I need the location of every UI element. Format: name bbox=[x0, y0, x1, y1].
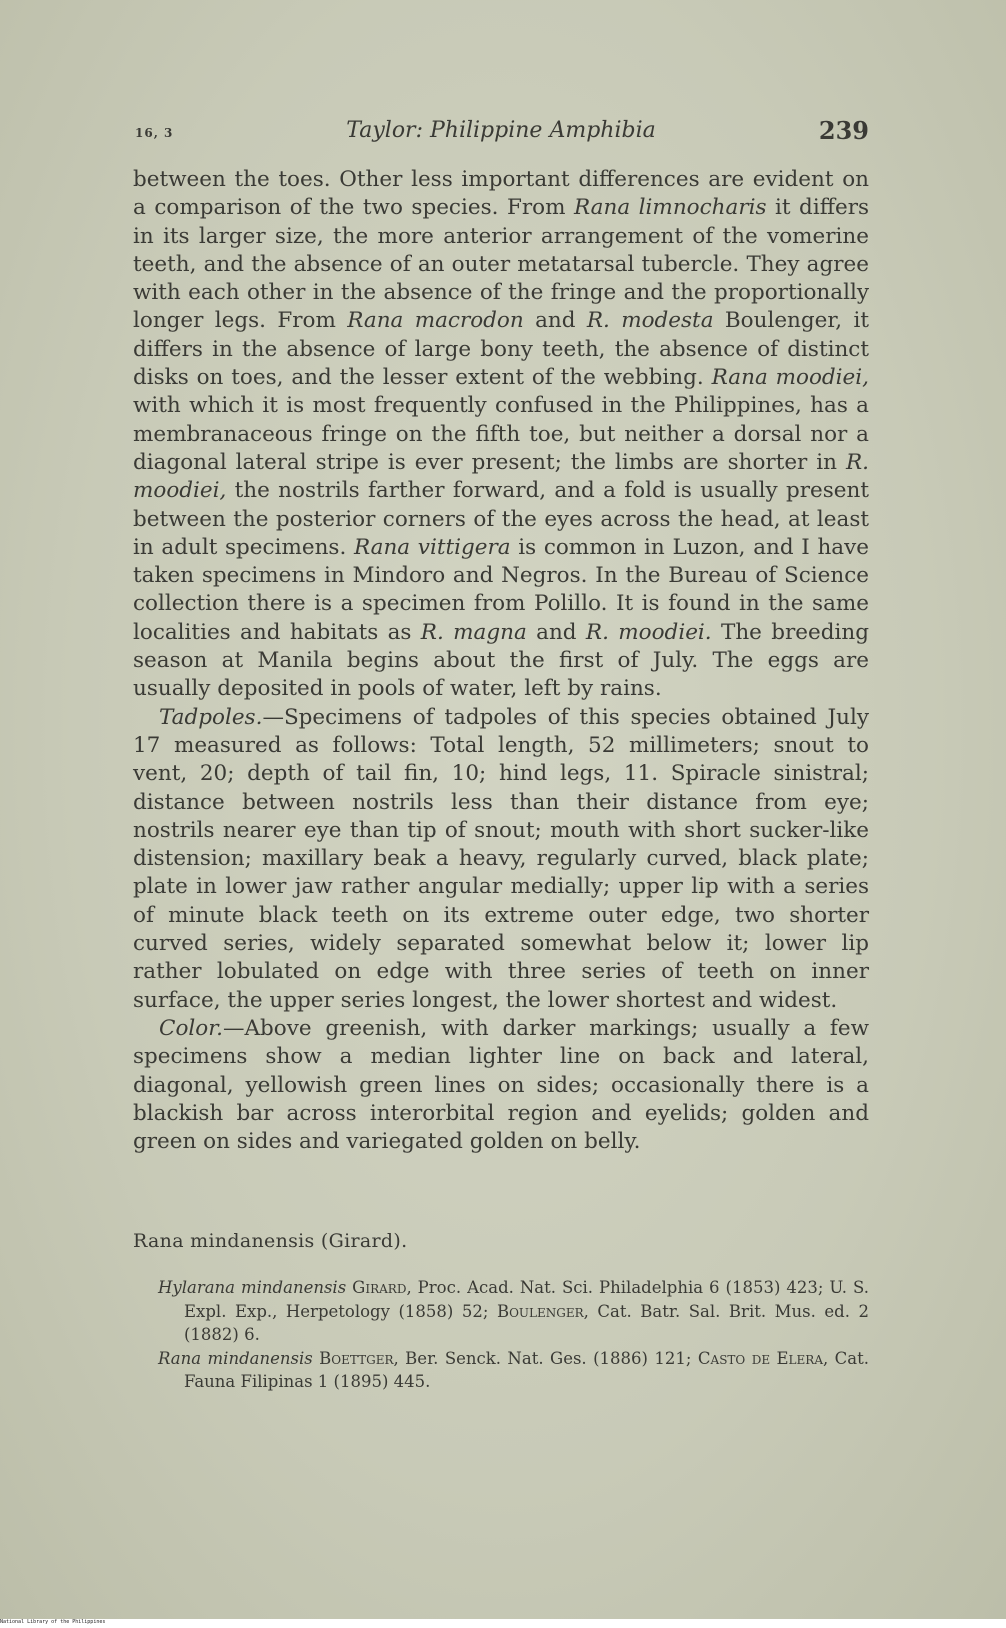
italic-text: R. modesta bbox=[586, 308, 714, 334]
text-run: and bbox=[526, 619, 586, 645]
italic-text: Rana macrodon bbox=[347, 308, 524, 334]
small-caps-text: Girard bbox=[352, 1278, 407, 1297]
italic-text: R. magna bbox=[420, 619, 527, 645]
italic-text: Rana vittigera bbox=[353, 534, 511, 560]
species-heading: Rana mindanensis (Girard). bbox=[133, 1230, 408, 1252]
text-run: Boulenger, it differs in the absence of large bony teeth, the absence of distinct disks on toes, and the lesser extent of the webbing. bbox=[133, 308, 869, 391]
volume-issue: 16, 3 bbox=[135, 126, 174, 140]
paragraph bbox=[133, 704, 869, 1015]
text-run: , Cat. Fauna Filipinas 1 (1895) 445. bbox=[184, 1348, 870, 1391]
synonymy-list bbox=[158, 1276, 869, 1394]
body-text bbox=[133, 166, 869, 1156]
text-run: the nostrils farther forward, and a fold is usually present between the posterior corners of the eyes across the head, at least in adult specimens. bbox=[133, 478, 869, 560]
text-run: , Proc. Acad. Nat. Sci. Philadelphia 6 (1853) 423; U. S. Expl. Exp., Herpetology (1858) 52; bbox=[184, 1278, 869, 1321]
italic-text: Rana limnocharis bbox=[574, 195, 767, 221]
synonymy-entry bbox=[158, 1276, 869, 1347]
paragraph bbox=[133, 166, 869, 704]
synonymy-entry bbox=[158, 1347, 869, 1394]
small-caps-text: Boulenger bbox=[496, 1301, 584, 1321]
text-run: with which it is most frequently confused in the Philippines, has a membranaceous fringe on the fifth toe, but neither a dorsal nor a diagonal lateral stripe is ever present; the limbs are shorter in bbox=[133, 393, 869, 475]
text-run: —Above greenish, with darker markings; usually a few specimens show a median lighter line on back and lateral, diagonal, yellowish green lines on sides; occasionally there is a blackish bar across interorbital region and eyelids; golden and green on sides and variegated golden on belly. bbox=[133, 1015, 869, 1155]
text-run: , Ber. Senck. Nat. Ges. (1886) 121; bbox=[393, 1348, 698, 1368]
text-run: The breeding season at Manila begins about the first of July. The eggs are usually deposited in pools of water, left by rains. bbox=[133, 619, 869, 702]
small-caps-text: Boettger bbox=[319, 1348, 394, 1368]
italic-text: Color. bbox=[159, 1015, 223, 1041]
italic-text: R. moodiei, bbox=[133, 449, 869, 504]
text-run: and bbox=[523, 308, 587, 334]
italic-text: Rana mindanensis bbox=[158, 1348, 313, 1368]
italic-text: Rana moodiei, bbox=[711, 365, 869, 391]
italic-text: Hylarana mindanensis bbox=[158, 1278, 347, 1297]
running-header bbox=[133, 116, 869, 152]
text-run: between the toes. Other less important differences are evident on a comparison of the two species. From bbox=[133, 167, 869, 221]
text-run: , Cat. Batr. Sal. Brit. Mus. ed. 2 (1882) 6. bbox=[184, 1301, 869, 1344]
small-caps-text: Casto de Elera bbox=[697, 1348, 823, 1368]
page-number: 239 bbox=[818, 116, 869, 145]
italic-text: R. moodiei. bbox=[585, 619, 712, 645]
library-footer: National Library of the Philippines bbox=[0, 1619, 1006, 1628]
italic-text: Tadpoles. bbox=[159, 704, 263, 730]
text-run: —Specimens of tadpoles of this species obtained July 17 measured as follows: Total length, 52 millimeters; snout to vent, 20; depth of tail fin, 10; hind legs, 11. Spiracle sinistral; distance between nostrils less than their distance from eye; nostrils nearer eye than tip of snout; mouth with short sucker-like distension; maxillary beak a heavy, regularly curved, black plate; plate in lower jaw rather angular medially; upper lip with a series of minute black teeth on its extreme outer edge, two shorter curved series, widely separated somewhat below it; lower lip rather lobulated on edge with three series of teeth on inner surface, the upper series longest, the lower shortest and widest. bbox=[133, 704, 869, 1013]
paragraph bbox=[133, 1015, 869, 1156]
text-run: it differs in its larger size, the more anterior arrangement of the vomerine teeth, and the absence of an outer metatarsal tubercle. They agree with each other in the absence of the fringe and the proportionally longer legs. From bbox=[133, 195, 870, 334]
text-run: is common in Luzon, and I have taken specimens in Mindoro and Negros. In the Bureau of Science collection there is a specimen from Polillo. It is found in the same localities and habitats as bbox=[133, 534, 869, 645]
running-title: Taylor: Philippine Amphibia bbox=[346, 118, 656, 143]
